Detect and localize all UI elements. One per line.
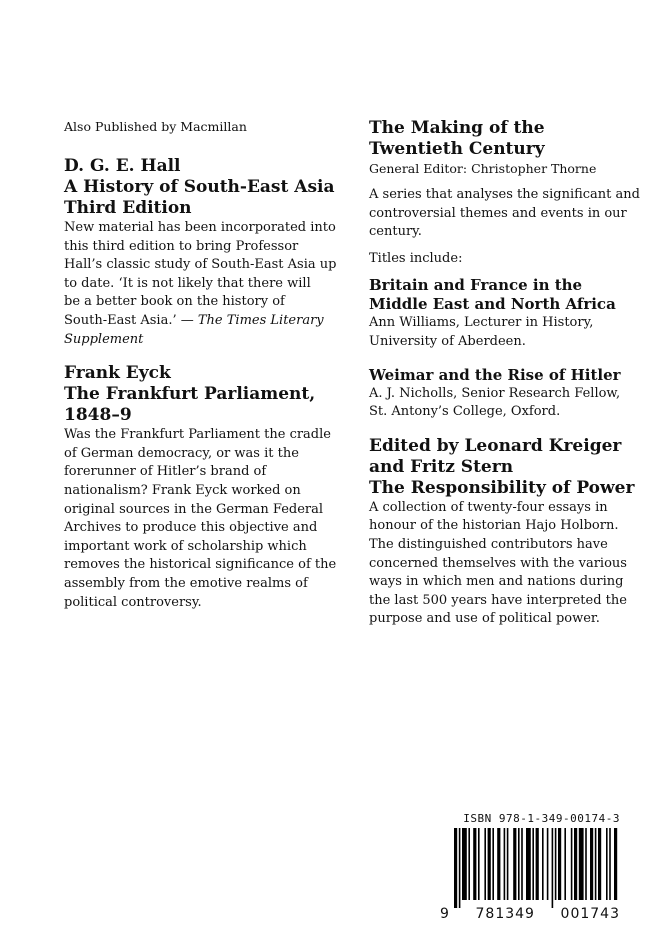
book-author-line: St. Antony’s College, Oxford.: [369, 404, 561, 420]
barcode-bar: [609, 828, 611, 900]
book-title: A History of South-East Asia: [64, 177, 335, 197]
book-entry-hall: [64, 156, 344, 349]
description-line: New material has been incorporated into: [64, 220, 336, 235]
barcode-bar: [590, 828, 593, 900]
barcode-bar: [574, 828, 577, 900]
description-line: controversial themes and events in our: [369, 205, 627, 221]
book-title-dates: 1848–9: [64, 405, 132, 426]
description-line: the last 500 years have interpreted the: [369, 592, 627, 608]
description-line: original sources in the German Federal: [64, 501, 324, 517]
quote-source: The Times Literary: [197, 312, 324, 328]
book-author: Frank Eyck: [64, 363, 171, 384]
barcode-icon: [440, 828, 620, 908]
isbn-label: ISBN 978-1-349-00174-3: [463, 812, 620, 825]
barcode-bar: [497, 828, 500, 900]
series-title-cont: Twentieth Century: [369, 139, 545, 159]
description-line: concerned themselves with the various: [369, 555, 627, 571]
barcode-bar: [579, 828, 584, 900]
book-author: D. G. E. Hall: [64, 156, 181, 176]
description-line: be a better book on the history of: [64, 294, 285, 310]
barcode-bar: [454, 828, 457, 908]
barcode-bar: [504, 828, 506, 900]
description-line: ways in which men and nations during: [369, 574, 624, 590]
book-description: [64, 426, 344, 612]
general-editor: General Editor: Christopher Thorne: [369, 161, 597, 176]
titles-include-label: Titles include:: [369, 250, 463, 266]
barcode-bar: [614, 828, 617, 900]
quote-source-cont: Supplement: [64, 331, 144, 347]
description-line: nationalism? Frank Eyck worked on: [64, 482, 301, 498]
description-line: Hall’s classic study of South-East Asia up: [64, 257, 337, 273]
barcode-bar: [473, 828, 476, 900]
description-line: forerunner of Hitler’s brand of: [64, 464, 267, 480]
barcode-bar: [488, 828, 491, 900]
book-title: Britain and France in the: [369, 276, 583, 295]
description-line: purpose and use of political power.: [369, 611, 600, 627]
description-line: of German democracy, or was it the: [64, 445, 299, 461]
book-entry-kreiger-stern: [369, 436, 644, 629]
book-editors-cont: and Fritz Stern: [369, 456, 514, 477]
book-author-line: Ann Williams, Lecturer in History,: [369, 315, 594, 331]
isbn-barcode-block: [440, 812, 620, 922]
series-block: [369, 118, 644, 268]
book-title-edition: Third Edition: [64, 198, 192, 218]
barcode-bar: [571, 828, 573, 900]
description-line: assembly from the emotive realms of: [64, 575, 308, 591]
description-line: removes the historical significance of the: [64, 557, 337, 573]
description-line: century.: [369, 224, 422, 240]
description-line: honour of the historian Hajo Holborn.: [369, 518, 619, 534]
barcode-bar: [555, 828, 557, 900]
barcode-bar: [526, 828, 531, 900]
barcode-bar: [532, 828, 534, 900]
book-title: The Responsibility of Power: [369, 477, 635, 498]
description-line: important work of scholarship which: [64, 538, 307, 554]
description-line: A series that analyses the significant and: [369, 187, 640, 202]
barcode-bar: [598, 828, 601, 900]
barcode-bar: [606, 828, 608, 900]
description-line: The distinguished contributors have: [369, 536, 608, 552]
barcode-digits: [440, 906, 620, 922]
barcode-bar: [595, 828, 597, 900]
series-title: The Making of the: [369, 118, 545, 138]
barcode-bar: [558, 828, 561, 900]
left-column: [64, 118, 344, 612]
description-line: this third edition to bring Professor: [64, 238, 299, 254]
barcode-bar: [536, 828, 539, 900]
barcode-bar: [585, 828, 587, 900]
barcode-bar: [521, 828, 523, 900]
barcode-bar: [468, 828, 470, 900]
description-line: to date. ‘It is not likely that there will: [64, 275, 311, 291]
book-title-cont: Middle East and North Africa: [369, 295, 616, 314]
barcode-bar: [564, 828, 566, 900]
book-title: Weimar and the Rise of Hitler: [369, 365, 621, 384]
book-description: [369, 499, 644, 629]
book-editors: Edited by Leonard Kreiger: [369, 435, 622, 456]
barcode-bar: [542, 828, 544, 900]
book-author-line: University of Aberdeen.: [369, 333, 526, 349]
barcode-bar: [484, 828, 486, 900]
description-line: political controversy.: [64, 594, 202, 610]
barcode-bar: [492, 828, 494, 900]
barcode-bar: [507, 828, 509, 900]
barcode-bar: [518, 828, 520, 900]
description-line: A collection of twenty-four essays in: [369, 499, 608, 515]
book-entry-nicholls: [369, 366, 644, 422]
right-column: [369, 118, 644, 629]
description-line: [64, 312, 344, 331]
barcode-bar: [478, 828, 480, 900]
book-entry-eyck: [64, 363, 344, 612]
description-line: Was the Frankfurt Parliament the cradle: [64, 427, 331, 443]
barcode-digit-group2: 001743: [560, 906, 620, 922]
barcode-bar: [513, 828, 516, 900]
book-author-line: A. J. Nicholls, Senior Research Fellow,: [369, 385, 621, 401]
barcode-bar: [462, 828, 467, 900]
book-title: The Frankfurt Parliament,: [64, 384, 316, 405]
barcode-digit-first: 9: [440, 906, 450, 922]
barcode-bar: [552, 828, 554, 908]
book-description: [64, 219, 344, 349]
book-entry-williams: [369, 276, 644, 351]
barcode-bar: [547, 828, 549, 900]
barcode-digit-group1: 781349: [475, 906, 535, 922]
also-published-label: Also Published by Macmillan: [64, 119, 247, 134]
quote-end: South-East Asia.’ —: [64, 312, 194, 328]
barcode-bar: [459, 828, 461, 908]
series-description: [369, 186, 644, 242]
description-line: Archives to produce this objective and: [64, 520, 318, 536]
